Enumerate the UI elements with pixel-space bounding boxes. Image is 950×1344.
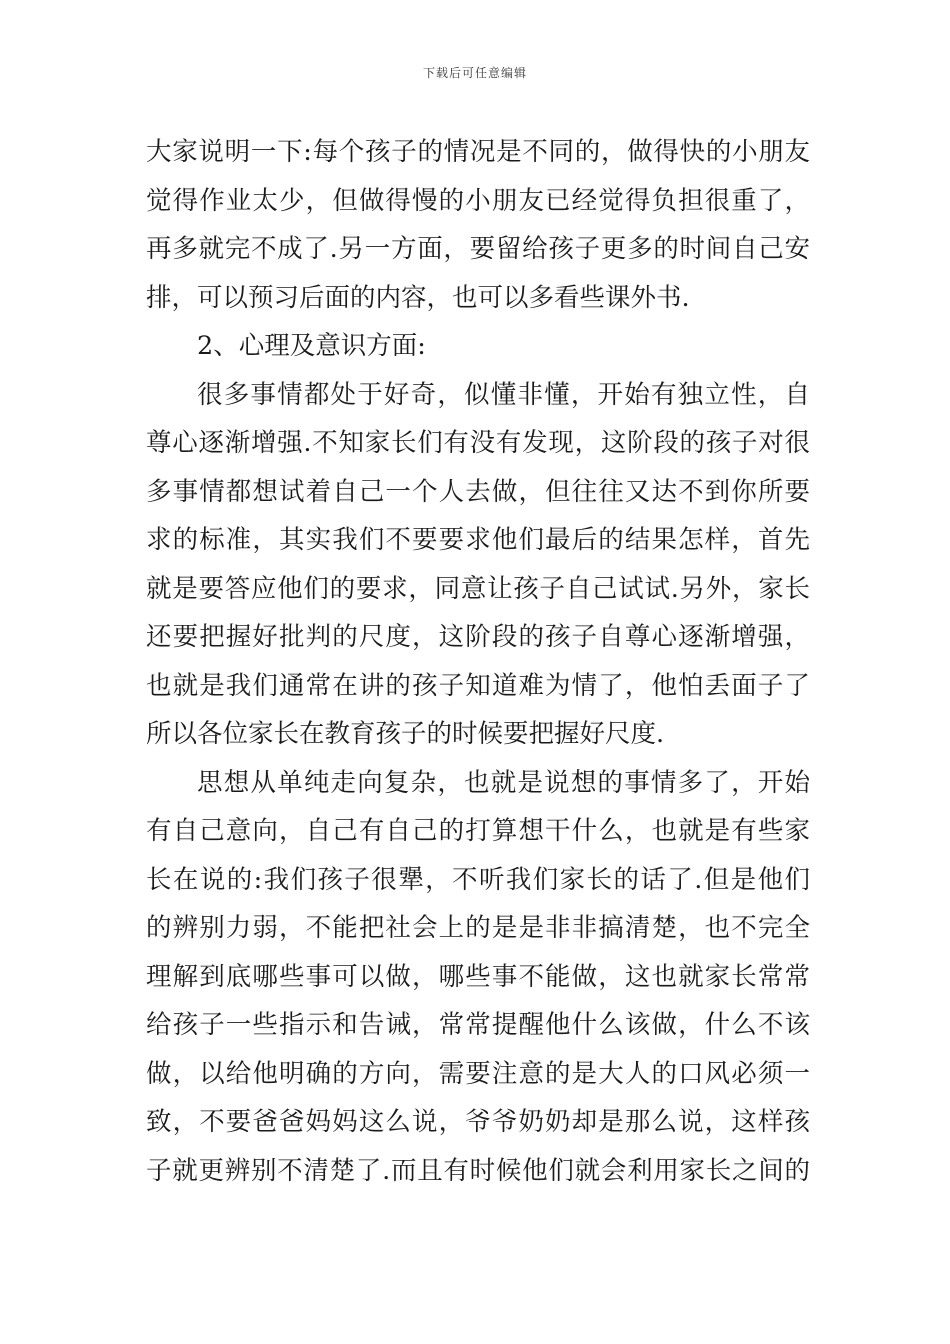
text-line: 觉得作业太少，但做得慢的小朋友已经觉得负担很重了， (146, 185, 810, 216)
text-line: 致，不要爸爸妈妈这么说，爷爷奶奶却是那么说，这样孩 (146, 1107, 810, 1137)
text-line: 也就是我们通常在讲的孩子知道难为情了，他怕丢面子了 (146, 670, 810, 701)
text-line: 就是要答应他们的要求，同意让孩子自己试试.另外，家长 (146, 573, 810, 604)
text-line: 很多事情都处于好奇，似懂非懂，开始有独立性，自 (197, 379, 810, 410)
text-line: 思想从单纯走向复杂，也就是说想的事情多了，开始 (197, 767, 810, 798)
text-line: 做，以给他明确的方向，需要注意的是大人的口风必须一 (146, 1058, 810, 1089)
text-line: 有自己意向，自己有自己的打算想干什么，也就是有些家 (146, 816, 810, 846)
text-line: 多事情都想试着自己一个人去做，但往往又达不到你所要 (146, 476, 810, 507)
document-body (146, 128, 810, 1195)
text-line: 所以各位家长在教育孩子的时候要把握好尺度. (146, 719, 665, 749)
page-header: 下载后可任意编辑 (422, 66, 527, 80)
text-line: 长在说的:我们孩子很犟，不听我们家长的话了.但是他们 (146, 864, 810, 895)
section-heading: 2、心理及意识方面: (197, 331, 426, 361)
text-line: 子就更辨别不清楚了.而且有时候他们就会利用家长之间的 (146, 1155, 810, 1186)
text-line: 还要把握好批判的尺度，这阶段的孩子自尊心逐渐增强， (146, 622, 810, 652)
text-line: 大家说明一下:每个孩子的情况是不同的，做得快的小朋友 (146, 137, 810, 167)
text-line: 的辨别力弱，不能把社会上的是是非非搞清楚，也不完全 (146, 913, 810, 943)
text-line: 理解到底哪些事可以做，哪些事不能做，这也就家长常常 (146, 961, 810, 992)
text-line: 排，可以预习后面的内容，也可以多看些课外书. (146, 282, 690, 313)
text-line: 尊心逐渐增强.不知家长们有没有发现，这阶段的孩子对很 (146, 428, 810, 458)
text-line: 求的标准，其实我们不要要求他们最后的结果怎样，首先 (146, 525, 810, 555)
text-line: 再多就完不成了.另一方面，要留给孩子更多的时间自己安 (146, 234, 810, 264)
text-line: 给孩子一些指示和告诫，常常提醒他什么该做，什么不该 (146, 1010, 810, 1040)
